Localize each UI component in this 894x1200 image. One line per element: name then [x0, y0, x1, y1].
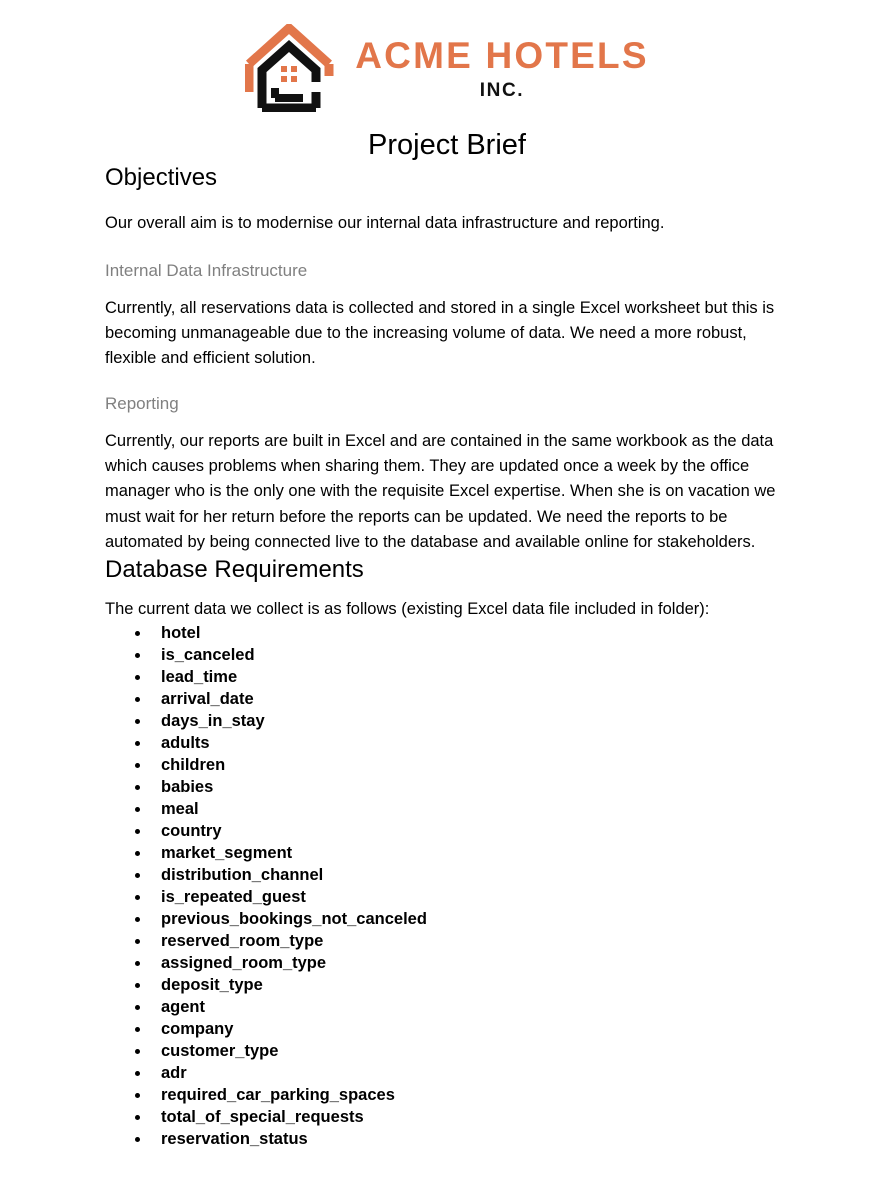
list-item: [105, 1128, 789, 1150]
field-name: company: [161, 1019, 234, 1038]
list-item: [105, 710, 789, 732]
bullet-icon: [135, 719, 140, 724]
list-item: [105, 1062, 789, 1084]
bullet-icon: [135, 939, 140, 944]
bullet-icon: [135, 895, 140, 900]
list-item: [105, 688, 789, 710]
list-item: [105, 798, 789, 820]
bullet-icon: [135, 807, 140, 812]
list-item: [105, 732, 789, 754]
field-name: agent: [161, 997, 206, 1016]
list-item: [105, 1084, 789, 1106]
bullet-icon: [135, 741, 140, 746]
field-name: reserved_room_type: [161, 931, 324, 950]
reporting-paragraph: Currently, our reports are built in Excel and are contained in the same workbook as the data which causes problems when sharing them. They are updated once a week by the office manager who is the only one with the requisite Excel expertise. When she is on vacation we must wait for her return before the reports can be updated. We need the reports to be automated by being connected live to the database and available online for stakeholders.: [105, 432, 776, 551]
field-name: assigned_room_type: [161, 953, 327, 972]
field-name: children: [161, 755, 226, 774]
bullet-icon: [135, 785, 140, 790]
field-name: arrival_date: [161, 689, 254, 708]
database-field-list: [105, 622, 789, 1150]
section-heading-database-requirements: Database Requirements: [105, 555, 364, 583]
bullet-icon: [135, 961, 140, 966]
list-item: [105, 974, 789, 996]
subheading-internal-data-infrastructure: Internal Data Infrastructure: [105, 260, 308, 280]
field-name: required_car_parking_spaces: [161, 1085, 395, 1104]
list-item: [105, 1018, 789, 1040]
field-name: customer_type: [161, 1041, 279, 1060]
subheading-reporting: Reporting: [105, 394, 179, 414]
field-name: hotel: [161, 623, 201, 642]
letterhead: [0, 0, 894, 163]
bullet-icon: [135, 1115, 140, 1120]
objectives-intro-paragraph: Our overall aim is to modernise our internal data infrastructure and reporting.: [105, 213, 665, 232]
list-item: [105, 996, 789, 1018]
bullet-icon: [135, 1027, 140, 1032]
field-name: lead_time: [161, 667, 238, 686]
field-name: country: [161, 821, 222, 840]
company-suffix: INC.: [479, 80, 525, 102]
field-name: market_segment: [161, 843, 293, 862]
list-item: [105, 1040, 789, 1062]
bullet-icon: [135, 1005, 140, 1010]
bullet-icon: [135, 697, 140, 702]
field-name: reservation_status: [161, 1129, 308, 1148]
field-name: previous_bookings_not_canceled: [161, 909, 427, 928]
bullet-icon: [135, 675, 140, 680]
list-item: [105, 908, 789, 930]
document-body: [0, 163, 894, 1150]
field-name: deposit_type: [161, 975, 263, 994]
bullet-icon: [135, 763, 140, 768]
field-name: is_repeated_guest: [161, 887, 306, 906]
list-item: [105, 666, 789, 688]
field-name: adr: [161, 1063, 187, 1082]
page-title: Project Brief: [368, 129, 526, 161]
bullet-icon: [135, 917, 140, 922]
bullet-icon: [135, 631, 140, 636]
list-item: [105, 754, 789, 776]
field-name: babies: [161, 777, 214, 796]
field-name: distribution_channel: [161, 865, 324, 884]
logo-wordmark: [355, 33, 648, 103]
bullet-icon: [135, 983, 140, 988]
internal-data-infrastructure-paragraph: Currently, all reservations data is collected and stored in a single Excel worksheet but this is becoming unmanageable due to the increasing volume of data. We need a more robust, flexible and efficient solution.: [105, 298, 775, 368]
section-heading-objectives: Objectives: [105, 163, 218, 191]
bullet-icon: [135, 829, 140, 834]
company-name: ACME HOTELS: [355, 35, 649, 77]
field-name: days_in_stay: [161, 711, 265, 730]
bullet-icon: [135, 851, 140, 856]
acme-hotels-house-logo-icon: [245, 24, 337, 112]
field-name: total_of_special_requests: [161, 1107, 364, 1126]
bullet-icon: [135, 653, 140, 658]
bullet-icon: [135, 1093, 140, 1098]
list-item: [105, 864, 789, 886]
list-item: [105, 930, 789, 952]
list-item: [105, 886, 789, 908]
bullet-icon: [135, 1071, 140, 1076]
list-item: [105, 776, 789, 798]
list-item: [105, 644, 789, 666]
bullet-icon: [135, 1137, 140, 1142]
field-name: is_canceled: [161, 645, 255, 664]
database-requirements-intro-paragraph: The current data we collect is as follows (existing Excel data file included in folder):: [105, 599, 710, 618]
list-item: [105, 820, 789, 842]
bullet-icon: [135, 1049, 140, 1054]
list-item: [105, 952, 789, 974]
list-item: [105, 842, 789, 864]
field-name: meal: [161, 799, 199, 818]
field-name: adults: [161, 733, 210, 752]
bullet-icon: [135, 873, 140, 878]
logo: [245, 24, 648, 112]
list-item: [105, 1106, 789, 1128]
list-item: [105, 622, 789, 644]
